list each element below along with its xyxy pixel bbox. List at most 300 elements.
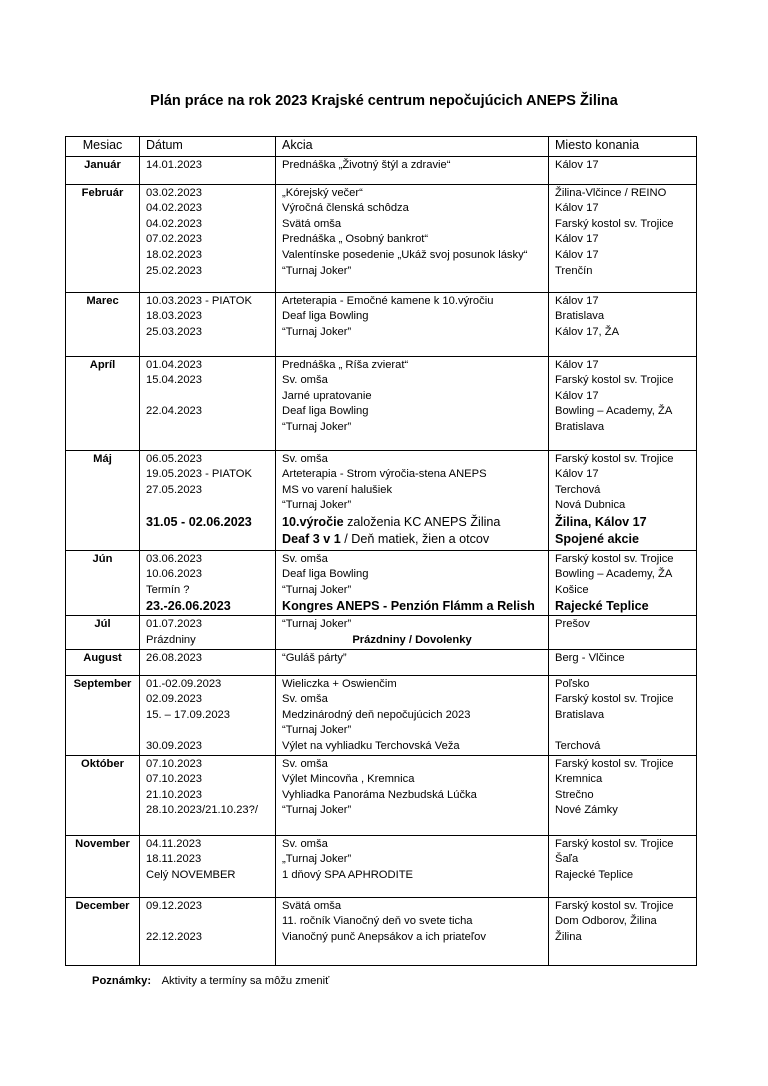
date-line-text: 27.05.2023 [146, 483, 202, 496]
table-row [66, 616, 697, 649]
place-line-text: Farský kostol sv. Trojice [555, 552, 674, 565]
action-line-text: “Turnaj Joker” [282, 583, 352, 596]
place-line-text: Strečno [555, 788, 594, 801]
cell-month: December [66, 897, 140, 965]
cell-place [549, 675, 697, 755]
date-line [146, 651, 269, 667]
place-line [555, 914, 690, 930]
notes [92, 975, 329, 987]
cell-month: November [66, 835, 140, 897]
date-line [146, 552, 269, 568]
cell-place [549, 450, 697, 550]
date-line [146, 217, 269, 233]
date-line-text: 26.08.2023 [146, 651, 202, 664]
date-line-text: Termín ? [146, 583, 190, 596]
action-line-text: 10.výročie [282, 514, 344, 529]
date-line-text: 18.02.2023 [146, 248, 202, 261]
action-line [282, 899, 542, 915]
cell-action [276, 755, 549, 835]
action-line-text: “Turnaj Joker” [282, 420, 352, 433]
action-line [282, 404, 542, 420]
place-line [555, 677, 690, 693]
table-row [66, 755, 697, 835]
cell-month: August [66, 649, 140, 675]
action-line [282, 158, 542, 174]
date-line [146, 264, 269, 280]
cell-action [276, 616, 549, 649]
place-line-text: Farský kostol sv. Trojice [555, 693, 674, 706]
date-line-text: 09.12.2023 [146, 899, 202, 912]
action-line [282, 217, 542, 233]
cell-date [140, 292, 276, 356]
cell-action [276, 356, 549, 450]
date-line [146, 309, 269, 325]
action-line-text: „Kórejský večer“ [282, 186, 363, 199]
place-line-text: Nové Zámky [555, 804, 618, 817]
action-line-rest: / Deň matiek, žien a otcov [340, 531, 490, 546]
date-line [146, 498, 269, 514]
place-line [555, 248, 690, 264]
action-line [282, 692, 542, 708]
action-line-text: MS vo varení halušiek [282, 483, 393, 496]
action-line [282, 567, 542, 583]
action-line [282, 309, 542, 325]
date-line-text: 06.05.2023 [146, 452, 202, 465]
cell-month: September [66, 675, 140, 755]
cell-action [276, 156, 549, 184]
date-line-text: Celý NOVEMBER [146, 868, 236, 881]
date-line [146, 358, 269, 374]
cell-date [140, 184, 276, 292]
cell-action [276, 649, 549, 675]
header-action: Akcia [276, 137, 549, 157]
header-month: Mesiac [66, 137, 140, 157]
action-line [282, 852, 542, 868]
action-line-text: Výlet na vyhliadku Terchovská Veža [282, 739, 460, 752]
cell-place [549, 897, 697, 965]
place-line-text: Farský kostol sv. Trojice [555, 837, 674, 850]
date-line-text: 15. – 17.09.2023 [146, 708, 230, 721]
cell-action [276, 675, 549, 755]
action-line-text: Deaf liga Bowling [282, 310, 369, 323]
date-line [146, 598, 269, 615]
date-line [146, 483, 269, 499]
place-line-text: Kálov 17, ŽA [555, 325, 620, 338]
action-line [282, 358, 542, 374]
action-line [282, 837, 542, 853]
date-line [146, 723, 269, 739]
action-line-text: Sv. omša [282, 693, 328, 706]
action-line-text: Výročná členská schôdza [282, 202, 409, 215]
place-line [555, 739, 690, 755]
action-line-text: Kongres ANEPS - Penzión Flámm a Relish [282, 599, 535, 614]
action-line-text: „Turnaj Joker” [282, 853, 352, 866]
date-line [146, 852, 269, 868]
cell-action [276, 897, 549, 965]
date-line [146, 692, 269, 708]
action-line-text: Vyhliadka Panoráma Nezbudská Lúčka [282, 788, 477, 801]
cell-date [140, 897, 276, 965]
place-line-text: Kálov 17 [555, 389, 599, 402]
action-line [282, 389, 542, 405]
action-line [282, 723, 542, 739]
place-line-text: Žilina-Vlčince / REINO [555, 186, 667, 199]
action-line-text: Sv. omša [282, 837, 328, 850]
cell-date [140, 649, 276, 675]
action-line [282, 868, 542, 884]
place-line [555, 325, 690, 341]
action-line-text: Deaf liga Bowling [282, 405, 369, 418]
date-line-text: 18.03.2023 [146, 310, 202, 323]
action-line-text: Výlet Mincovňa , Kremnica [282, 773, 415, 786]
table-body [66, 156, 697, 965]
date-line [146, 232, 269, 248]
date-line-text: 22.12.2023 [146, 930, 202, 943]
place-line-text: Rajecké Teplice [555, 868, 634, 881]
action-line-text: Svätá omša [282, 899, 342, 912]
action-line-text: Sv. omša [282, 374, 328, 387]
date-line [146, 633, 269, 649]
action-line [282, 651, 542, 667]
action-line-rest: založenia KC ANEPS Žilina [343, 514, 501, 529]
date-line-text: 03.02.2023 [146, 186, 202, 199]
cell-month: Január [66, 156, 140, 184]
action-line-text: 11. ročník Vianočný deň vo svete ticha [282, 915, 473, 928]
action-line-text: Medzinárodný deň nepočujúcich 2023 [282, 708, 471, 721]
place-line-text: Spojené akcie [555, 531, 639, 546]
action-line [282, 552, 542, 568]
place-line-text: Kálov 17 [555, 158, 599, 171]
date-line-text: 25.03.2023 [146, 325, 202, 338]
date-line [146, 617, 269, 633]
date-line [146, 514, 269, 531]
date-line [146, 158, 269, 174]
cell-month: Február [66, 184, 140, 292]
date-line-text: 01.07.2023 [146, 618, 202, 631]
place-line-text: Bratislava [555, 708, 605, 721]
place-line [555, 452, 690, 468]
action-line-text: Prázdniny / Dovolenky [352, 633, 472, 646]
action-line-text: Prednáška „ Ríša zvierat“ [282, 358, 409, 371]
place-line [555, 852, 690, 868]
cell-place [549, 755, 697, 835]
action-line [282, 772, 542, 788]
cell-action [276, 184, 549, 292]
date-line-text: 14.01.2023 [146, 158, 202, 171]
place-line [555, 651, 690, 667]
action-line-text: “Turnaj Joker” [282, 804, 352, 817]
place-line [555, 531, 690, 548]
table-row [66, 835, 697, 897]
cell-date [140, 675, 276, 755]
date-line [146, 467, 269, 483]
action-line-text: “Turnaj Joker” [282, 499, 352, 512]
place-line [555, 389, 690, 405]
action-line-text: Deaf 3 v 1 [282, 531, 341, 546]
date-line [146, 708, 269, 724]
cell-month: Jún [66, 550, 140, 616]
date-line-text: 04.02.2023 [146, 217, 202, 230]
place-line [555, 930, 690, 946]
place-line [555, 158, 690, 174]
action-line-text: Sv. omša [282, 452, 328, 465]
date-line [146, 739, 269, 755]
place-line [555, 723, 690, 739]
place-line-text: Žilina [555, 930, 582, 943]
action-line [282, 583, 542, 599]
cell-place [549, 649, 697, 675]
action-line [282, 757, 542, 773]
date-line-text: 01.04.2023 [146, 358, 202, 371]
place-line [555, 264, 690, 280]
action-line [282, 483, 542, 499]
date-line [146, 186, 269, 202]
place-line [555, 692, 690, 708]
date-line [146, 373, 269, 389]
action-line-text: Sv. omša [282, 552, 328, 565]
date-line-text: 25.02.2023 [146, 264, 202, 277]
action-line [282, 420, 542, 436]
action-line-text: Valentínske posedenie „Ukáž svoj posunok lásky“ [282, 248, 528, 261]
action-line [282, 514, 542, 531]
cell-month: Marec [66, 292, 140, 356]
place-line-text: Kálov 17 [555, 294, 599, 307]
action-line [282, 325, 542, 341]
cell-date [140, 356, 276, 450]
date-line-text: 22.04.2023 [146, 405, 202, 418]
place-line [555, 217, 690, 233]
place-line-text: Bratislava [555, 420, 605, 433]
table-row [66, 450, 697, 550]
place-line-text: Farský kostol sv. Trojice [555, 374, 674, 387]
place-line-text: Kálov 17 [555, 202, 599, 215]
date-line [146, 294, 269, 310]
date-line-text: 07.10.2023 [146, 757, 202, 770]
cell-date [140, 755, 276, 835]
place-line [555, 868, 690, 884]
date-line-text: Prázdniny [146, 633, 196, 646]
place-line-text: Šaľa [555, 853, 579, 866]
action-line [282, 708, 542, 724]
table-row [66, 649, 697, 675]
date-line-text: 03.06.2023 [146, 552, 202, 565]
place-line [555, 201, 690, 217]
cell-place [549, 550, 697, 616]
date-line [146, 837, 269, 853]
cell-place [549, 184, 697, 292]
cell-month: Máj [66, 450, 140, 550]
date-line [146, 325, 269, 341]
place-line [555, 420, 690, 436]
cell-place [549, 356, 697, 450]
place-line-text: Bowling – Academy, ŽA [555, 405, 673, 418]
cell-place [549, 616, 697, 649]
place-line-text: Kálov 17 [555, 248, 599, 261]
action-line-text: Arteterapia - Emočné kamene k 10.výročiu [282, 294, 494, 307]
date-line [146, 803, 269, 819]
place-line-text: Terchová [555, 739, 601, 752]
action-line-text: Vianočný punč Anepsákov a ich priateľov [282, 930, 486, 943]
place-line-text: Žilina, Kálov 17 [555, 514, 647, 529]
place-line-text: Dom Odborov, Žilina [555, 915, 657, 928]
date-line-text: 04.11.2023 [146, 837, 202, 850]
header-place: Miesto konania [549, 137, 697, 157]
place-line [555, 837, 690, 853]
place-line [555, 757, 690, 773]
date-line [146, 788, 269, 804]
cell-date [140, 616, 276, 649]
place-line [555, 483, 690, 499]
date-line [146, 914, 269, 930]
place-line [555, 899, 690, 915]
date-line-text: 01.-02.09.2023 [146, 677, 222, 690]
cell-action [276, 292, 549, 356]
place-line-text: Farský kostol sv. Trojice [555, 452, 674, 465]
action-line [282, 598, 542, 615]
date-line-text: 07.10.2023 [146, 773, 202, 786]
date-line [146, 452, 269, 468]
action-line-text: Svätá omša [282, 217, 342, 230]
cell-action [276, 550, 549, 616]
place-line-text: Poľsko [555, 677, 590, 690]
place-line [555, 803, 690, 819]
place-line [555, 772, 690, 788]
place-line [555, 186, 690, 202]
date-line-text: 04.02.2023 [146, 202, 202, 215]
cell-action [276, 835, 549, 897]
cell-month: Júl [66, 616, 140, 649]
date-line-text: 07.02.2023 [146, 233, 202, 246]
place-line [555, 598, 690, 615]
date-line-text: 28.10.2023/21.10.23?/ [146, 804, 258, 817]
action-line-text: Deaf liga Bowling [282, 568, 369, 581]
cell-place [549, 835, 697, 897]
place-line-text: Trenčín [555, 264, 593, 277]
place-line-text: Nová Dubnica [555, 499, 626, 512]
place-line-text: Kálov 17 [555, 233, 599, 246]
place-line [555, 788, 690, 804]
cell-date [140, 156, 276, 184]
cell-place [549, 156, 697, 184]
place-line-text: Terchová [555, 483, 601, 496]
date-line [146, 899, 269, 915]
date-line [146, 201, 269, 217]
date-line-text: 30.09.2023 [146, 739, 202, 752]
date-line [146, 404, 269, 420]
action-line [282, 498, 542, 514]
action-line [282, 788, 542, 804]
action-line [282, 294, 542, 310]
place-line-text: Bowling – Academy, ŽA [555, 568, 673, 581]
action-line [282, 531, 542, 548]
date-line [146, 868, 269, 884]
table-row [66, 356, 697, 450]
date-line [146, 677, 269, 693]
action-line-text: Prednáška „ Osobný bankrot“ [282, 233, 429, 246]
place-line-text: Košice [555, 583, 589, 596]
place-line-text: Berg - Vlčince [555, 651, 625, 664]
action-line-text: Jarné upratovanie [282, 389, 372, 402]
action-line-text: “Guláš párty” [282, 651, 347, 664]
action-line [282, 739, 542, 755]
action-line [282, 201, 542, 217]
place-line [555, 514, 690, 531]
table-row [66, 156, 697, 184]
action-line [282, 633, 542, 649]
action-line-text: Arteterapia - Strom výročia-stena ANEPS [282, 468, 487, 481]
place-line [555, 552, 690, 568]
place-line-text: Farský kostol sv. Trojice [555, 217, 674, 230]
action-line-text: Wieliczka + Oswienčim [282, 677, 397, 690]
place-line [555, 708, 690, 724]
place-line [555, 617, 690, 633]
action-line [282, 803, 542, 819]
action-line [282, 248, 542, 264]
place-line [555, 294, 690, 310]
table-row [66, 550, 697, 616]
place-line-text: Kálov 17 [555, 468, 599, 481]
action-line [282, 914, 542, 930]
place-line [555, 373, 690, 389]
action-line [282, 264, 542, 280]
date-line-text: 15.04.2023 [146, 374, 202, 387]
date-line [146, 567, 269, 583]
action-line-text: “Turnaj Joker” [282, 325, 352, 338]
action-line-text: Prednáška „Životný štýl a zdravie“ [282, 158, 451, 171]
action-line [282, 186, 542, 202]
date-line [146, 772, 269, 788]
action-line [282, 373, 542, 389]
place-line [555, 404, 690, 420]
date-line [146, 583, 269, 599]
place-line-text: Rajecké Teplice [555, 599, 649, 614]
cell-date [140, 450, 276, 550]
cell-action [276, 450, 549, 550]
place-line-text: Farský kostol sv. Trojice [555, 899, 674, 912]
plan-table [65, 136, 697, 966]
date-line-text: 10.06.2023 [146, 568, 202, 581]
header-date: Dátum [140, 137, 276, 157]
action-line [282, 677, 542, 693]
action-line-text: “Turnaj Joker” [282, 264, 352, 277]
table-row [66, 675, 697, 755]
place-line [555, 309, 690, 325]
place-line-text: Kremnica [555, 773, 603, 786]
cell-date [140, 835, 276, 897]
place-line [555, 467, 690, 483]
place-line [555, 232, 690, 248]
place-line-text: Kálov 17 [555, 358, 599, 371]
page-title: Plán práce na rok 2023 Krajské centrum nepočujúcich ANEPS Žilina [150, 93, 618, 109]
action-line-text: “Turnaj Joker” [282, 724, 352, 737]
notes-text: Aktivity a termíny sa môžu zmeniť [161, 975, 330, 987]
place-line [555, 583, 690, 599]
date-line-text: 21.10.2023 [146, 788, 202, 801]
cell-date [140, 550, 276, 616]
date-line-text: 31.05 - 02.06.2023 [146, 514, 252, 529]
place-line [555, 567, 690, 583]
place-line-text: Prešov [555, 618, 590, 631]
table-row [66, 292, 697, 356]
cell-month: Október [66, 755, 140, 835]
table-row [66, 184, 697, 292]
place-line-text: Bratislava [555, 310, 605, 323]
cell-place [549, 292, 697, 356]
date-line-text: 23.-26.06.2023 [146, 599, 231, 614]
notes-label: Poznámky: [92, 975, 152, 987]
date-line-text: 18.11.2023 [146, 853, 202, 866]
cell-month: Apríl [66, 356, 140, 450]
